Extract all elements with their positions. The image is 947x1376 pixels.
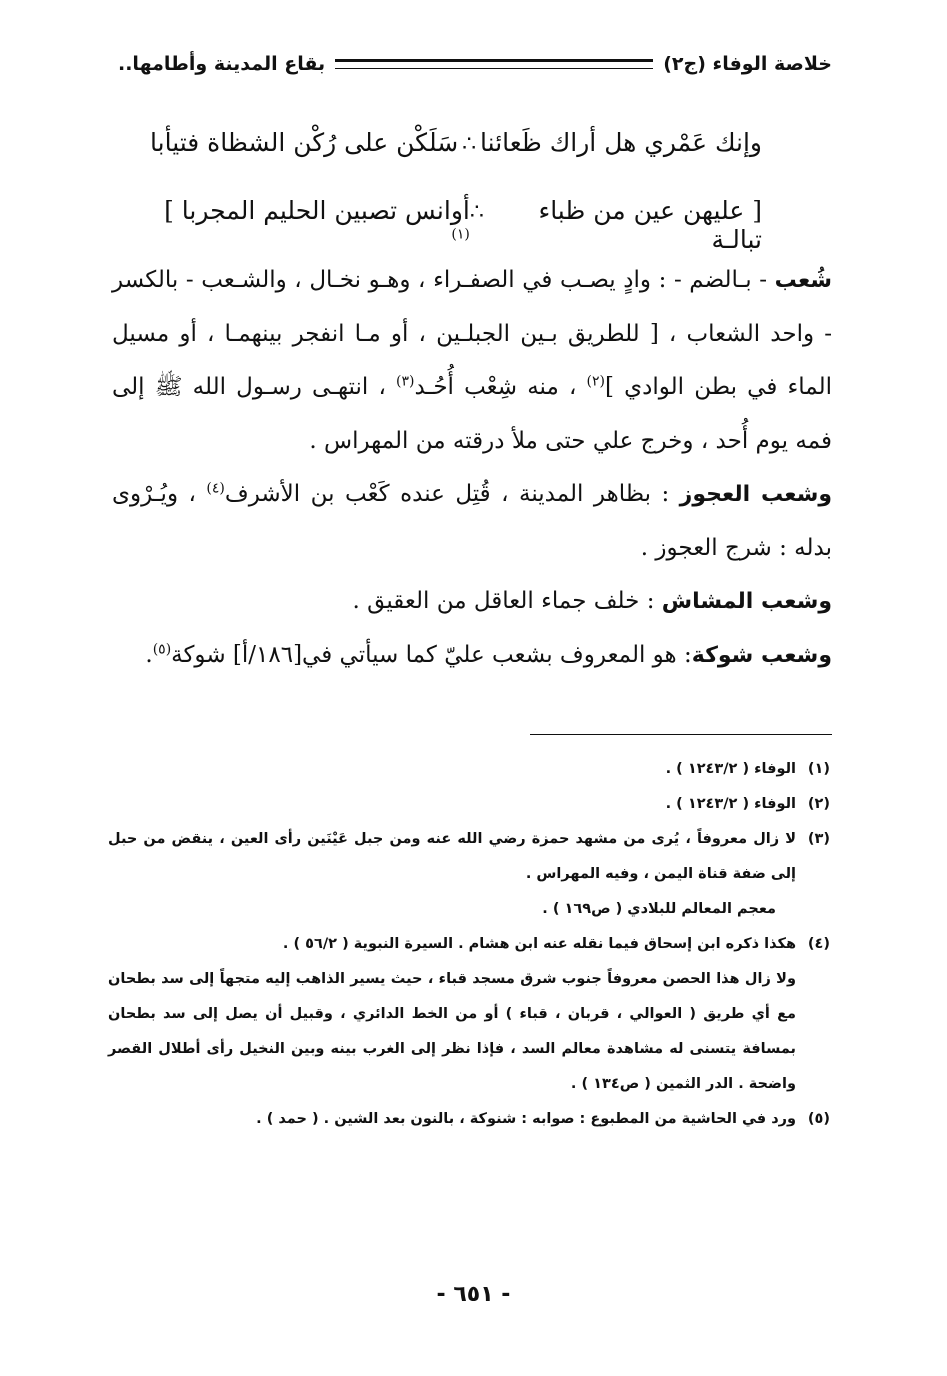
footnote-number: (٤): [807, 936, 830, 952]
poetry-verse: [150, 128, 762, 157]
footnote: [108, 927, 830, 1102]
footnote-source: معجم المعالم للبلادي ( ص١٦٩ ) .: [542, 901, 776, 917]
footnote-number: (٣): [807, 831, 830, 847]
footnote-separator: [530, 734, 832, 735]
entry-paragraph: وشعب العجوز : بظاهر المدينة ، قُتِل عنده كَعْب بن الأشرف$^{(٤)}$ ، ويُـرْوى بدله : شرج العجوز .: [112, 480, 833, 561]
footnote-marker: (٤): [206, 480, 225, 497]
entry-term: شُعب: [774, 268, 832, 293]
main-text: [112, 254, 832, 682]
footnote: [108, 822, 830, 927]
header-rule: [335, 59, 653, 69]
footnote-text: الوفاء ( ١٢٤٣/٢ ) .: [665, 796, 796, 812]
footnote-number: (٢): [807, 796, 830, 812]
entry-term: وشعب شوكة: [691, 642, 832, 668]
footnote-text: ورد في الحاشية من المطبوع : صوابه : شنوكة ، بالنون بعد الشين . ( حمد ) .: [256, 1111, 796, 1127]
footnote-marker: (١): [451, 226, 470, 243]
footnote-text: هكذا ذكره ابن إسحاق فيما نقله عنه ابن هشام . السيرة النبوية ( ٥٦/٢ ) .: [282, 936, 796, 952]
entry-term: وشعب المشاش: [661, 589, 832, 614]
entry-paragraph: شُعب - بـالضم - : وادٍ يصـب في الصفـراء ، وهـو نخـال ، والشـعب - بالكسر - واحد الشعاب ، [ للطريق بـين الجبلـين ، أو مـا انفجر بينهمـا ، أو مسيل الماء في بطن الوادي ]$^{(٢)}$ ، منه شِعْب أُحُـد$^{(٣)}$ ، انتهـى رسـول الله ﷺ إلى فمه يوم أُحد ، وخرج علي حتى ملأ درقته من المهراس .: [112, 267, 833, 454]
poetry-verse: [150, 196, 762, 254]
running-header: [118, 44, 832, 84]
footnote-text: لا زال معروفاً ، يُرى من مشهد حمزة رضي الله عنه ومن جبل عَيْنَين رأى العين ، ينقض من حبل إلى ضفة قناة اليمن ، وفيه المهراس .: [108, 831, 796, 882]
footnote-text: الوفاء ( ١٢٤٣/٢ ) .: [665, 761, 796, 777]
footnote: [108, 752, 830, 787]
footnote-marker: (٣): [396, 373, 415, 390]
verse-first-hemistich: [ عليهن عين من ظباء تبالـة: [538, 196, 762, 254]
header-chapter-title: بقاع المدينة وأطامها..: [118, 53, 326, 75]
verse-separator: ∴: [469, 200, 484, 225]
footnote-marker: (٢): [586, 373, 606, 390]
verse-separator: ∴: [462, 132, 477, 157]
page-number: - ٦٥١ -: [436, 1282, 511, 1307]
entry-paragraph: وشعب المشاش : خلف جماء العاقل من العقيق .: [352, 588, 832, 614]
verse-second-hemistich: سَلَكْن على رُكْن الشظاة فتيأبا: [150, 128, 459, 157]
header-book-title: خلاصة الوفاء (ج٢): [663, 53, 832, 75]
footnote-number: (١): [807, 761, 830, 777]
footnote-text: ولا زال هذا الحصن معروفاً جنوب شرق مسجد قباء ، حيث يسير الذاهب إليه متجهاً إلى سد بطحان مع أي طريق ( العوالي ، قربان ، قباء ) أو من الخط الدائري ، وقبيل أن يصل إلى سد بطحان بمسافة يتسنى له مشاهدة معالم السد ، فإذا نظر إلى الغرب بينه وبين النخيل رأى أطلال القصر واضحة . الدر الثمين ( ص١٣٤ ) .: [108, 971, 796, 1092]
footnote: [108, 1102, 830, 1137]
entry-term: وشعب العجوز: [679, 482, 833, 507]
entry-paragraph: وشعب شوكة: هو المعروف بشعب عليّ كما سيأتي في[١٨٦/أ] شوكة$^{(٥)}$.: [145, 640, 832, 668]
footnote-marker: (٥): [152, 640, 172, 657]
footnote-number: (٥): [807, 1111, 830, 1127]
footnote: [108, 787, 830, 822]
verse-first-hemistich: وإنك عَمْري هل أراك ظَعائنا: [480, 128, 762, 157]
verse-second-hemistich: أوانس تصبين الحليم المجربا ]$^{(١)}$: [164, 196, 470, 243]
footnotes: [108, 752, 830, 1137]
